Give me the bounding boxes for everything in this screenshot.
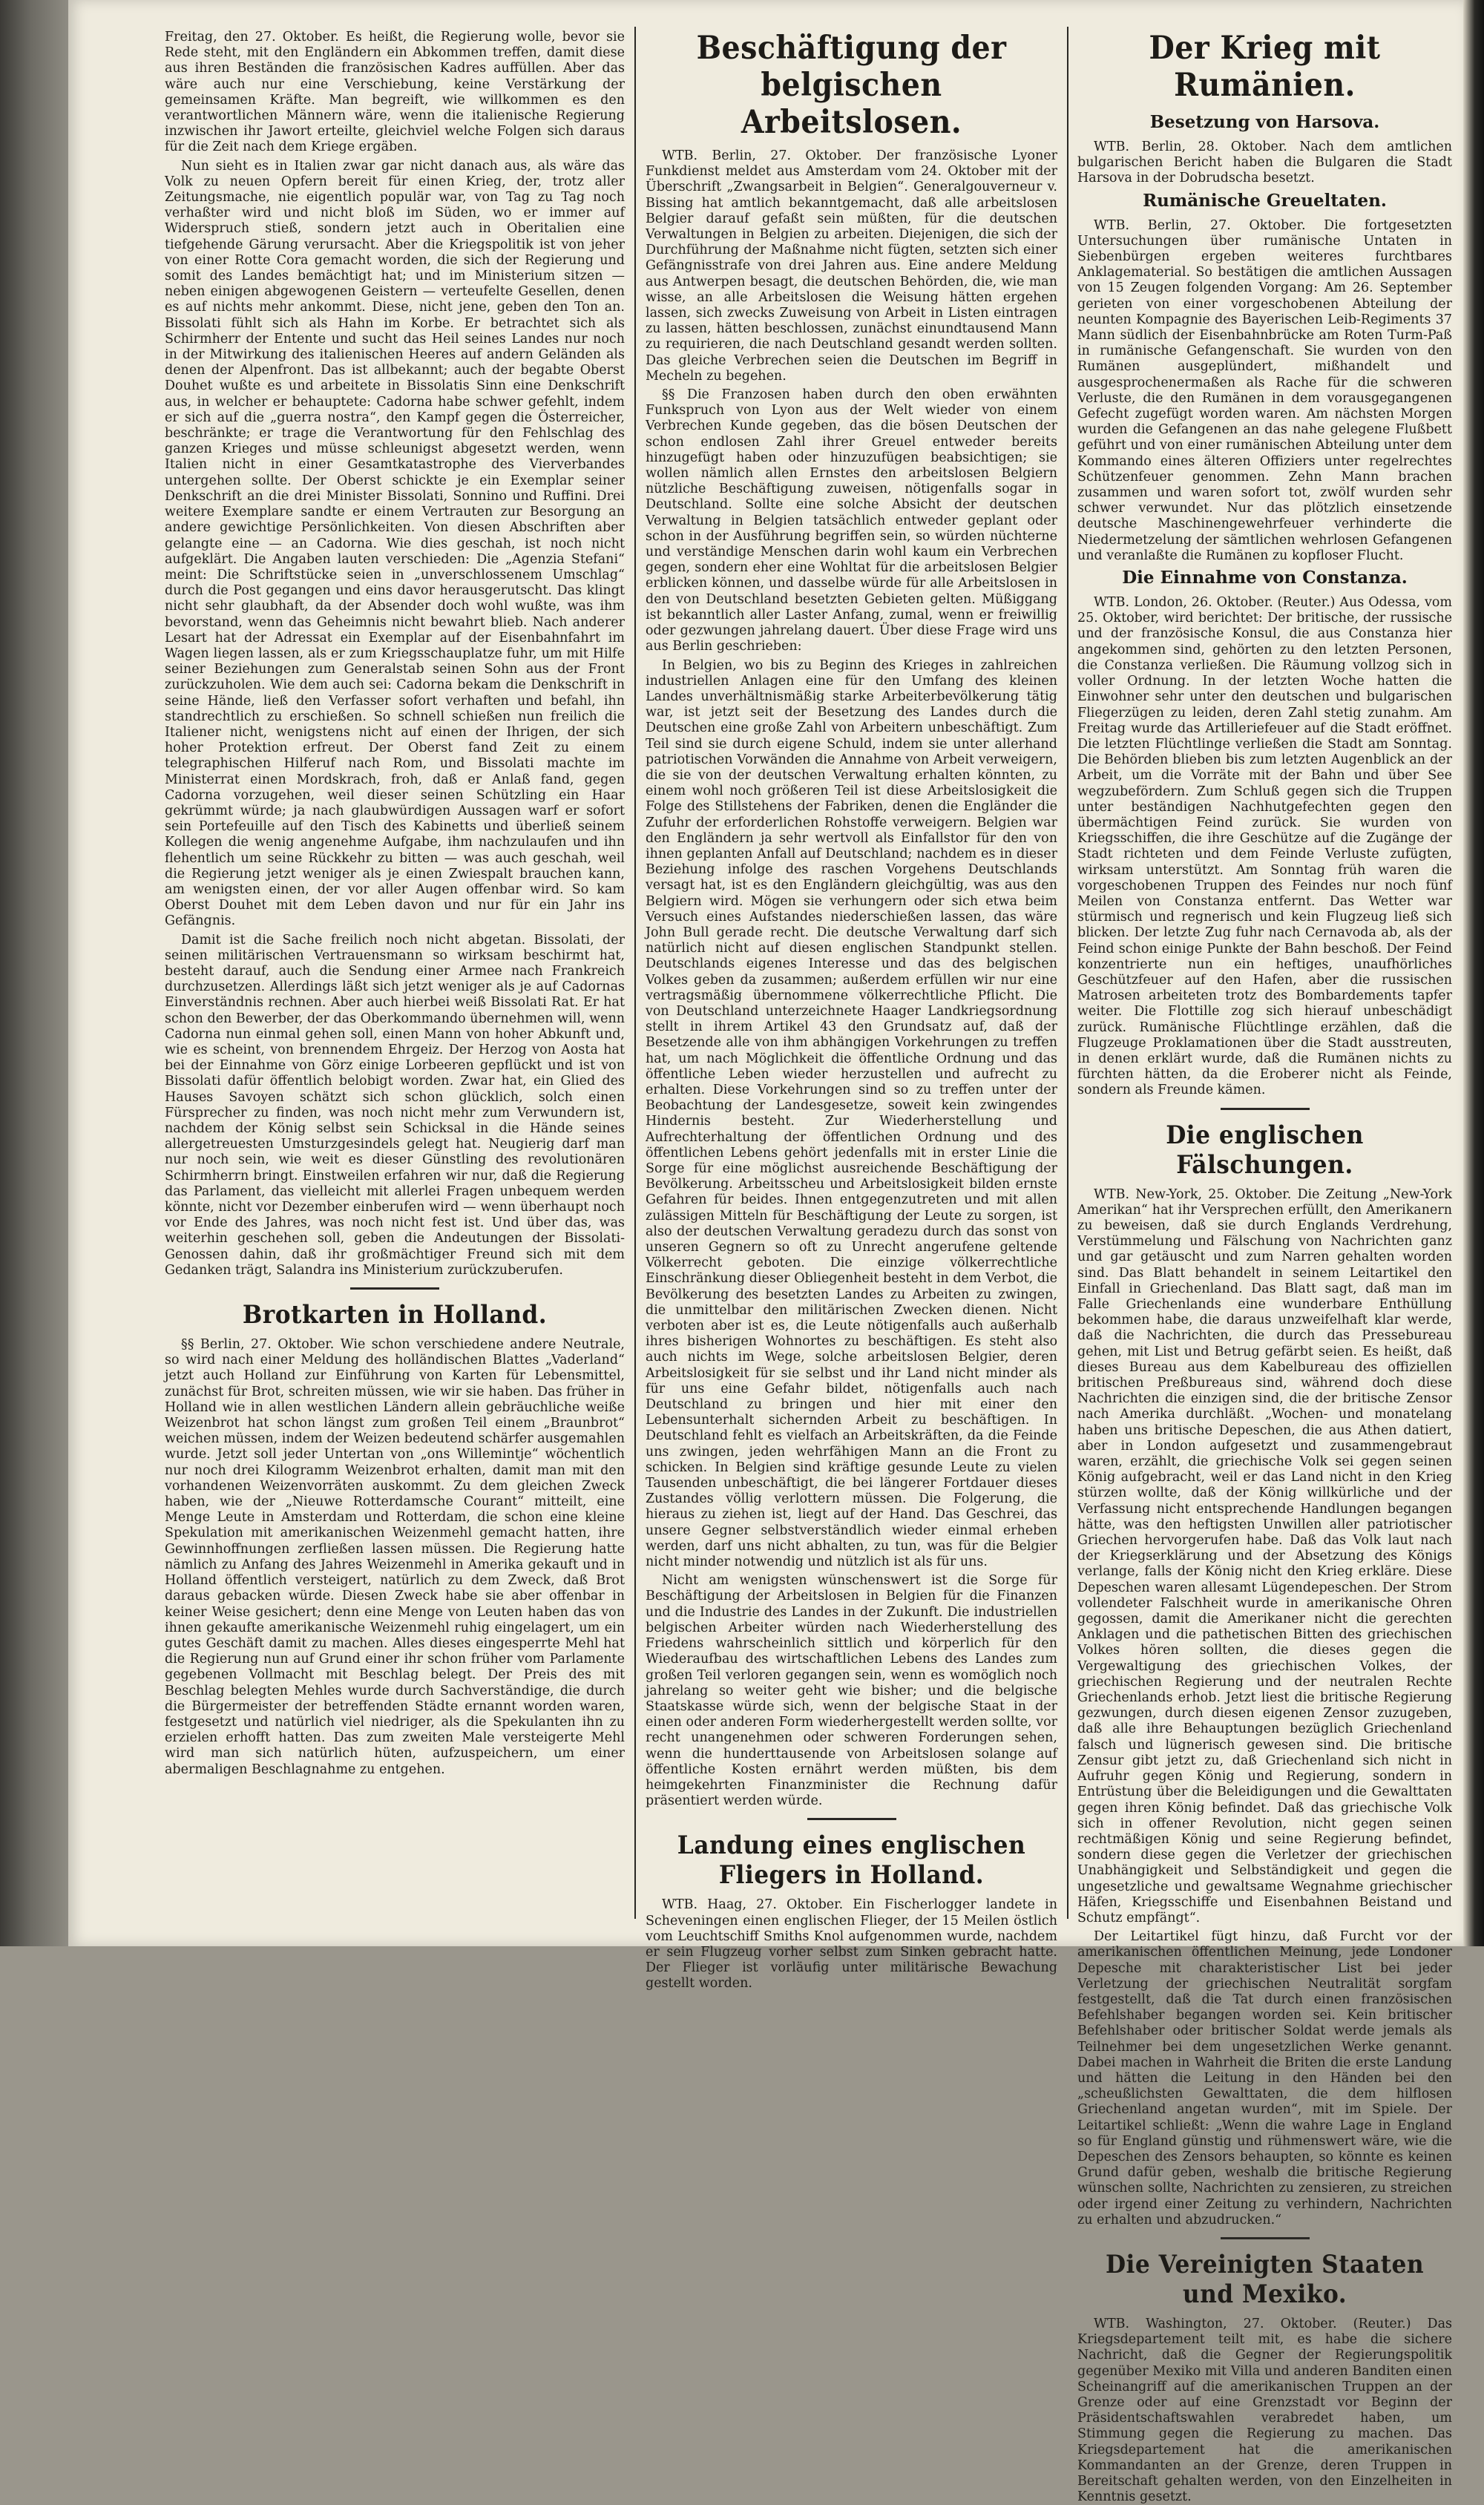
headline-englischer-flieger: Landung eines englischen Fliegers in Holland. xyxy=(677,1831,1026,1891)
section-divider xyxy=(807,1818,896,1820)
article-paragraph: WTB. Haag, 27. Oktober. Ein Fischerlogger landete in Scheveningen einen englischen Flieger, der 15 Meilen östlich vom Leuchtschiff Smiths Knol aufgenommen wurde, nachdem er sein Flugzeug vorher selbst zum Sinken gebracht hatte. Der Flieger ist vorläufig unter militärische Bewachung gestellt worden. xyxy=(646,1897,1057,1992)
scan-binding-shadow xyxy=(0,0,68,1946)
article-paragraph: WTB. London, 26. Oktober. (Reuter.) Aus Odessa, vom 25. Oktober, wird berichtet: Der britische, der russische und der französische Konsul, die aus Constanza hier angekommen sind, gehörten zu den letzten Personen, die Constanza verließen. Die Räumung vollzog sich in voller Ordnung. In der letzten Woche hatten die Einwohner sehr unter den deutschen und bulgarischen Fliegerzügen zu leiden, deren Zahl stetig zunahm. Am Freitag wurde das Artilleriefeuer auf die Stadt eröffnet. Die letzten Flüchtlinge verließen die Stadt am Sonntag. Die Behörden blieben bis zum letzten Augenblick an der Arbeit, um die Vorräte mit der Bahn und über See wegzubefördern. Zum Schluß gegen sich die Truppen unter beständigen Nachhutgefechten gegen den übermächtigen Feind zurück. Sie wurden von Kriegsschiffen, die ihre Geschütze auf die Zugänge der Stadt richteten und dem Feinde Verluste zufügten, wirksam unterstützt. Am Sonntag früh waren die vorgeschobenen Truppen des Feindes nur noch fünf Meilen von Constanza entfernt. Das Wetter war stürmisch und regnerisch und kein Flugzeug ließ sich blicken. Der letzte Zug fuhr nach Cernavoda ab, als der Feind schon einige Punkte der Bahn beschoß. Der Feind konzentrierte nun ein heftiges, unaufhörliches Geschützfeuer auf den Hafen, aber die russischen Matrosen arbeiteten trotz des Bombardements tapfer weiter. Die Flottille zog sich hierauf unbeschädigt zurück. Rumänische Flüchtlinge erzählen, daß die Flugzeuge Proklamationen über die Stadt ausstreuten, in denen erklärt wurde, daß die Rumänen nichts zu fürchten hätten, da die Eroberer nicht als Feinde, sondern als Freunde kämen. xyxy=(1077,595,1452,1098)
section-divider xyxy=(350,1287,439,1290)
article-paragraph: In Belgien, wo bis zu Beginn des Krieges in zahlreichen industriellen Anlagen eine für den Umfang des kleinen Landes unverhältnismäßig starke Arbeiterbevölkerung tätig war, ist jetzt seit der Besetzung des Landes durch die Deutschen eine große Zahl von Arbeitern unbeschäftigt. Zum Teil sind sie durch eigene Schuld, indem sie unter allerhand patriotischen Vorwänden die Annahme von Arbeit verweigern, die sie von der deutschen Verwaltung erhalten könnten, zu einem wohl noch größeren Teil ist diese Arbeitslosigkeit die Folge des Stillstehens der Fabriken, denen die Engländer die Zufuhr der erforderlichen Rohstoffe verweigern. Belgien war den Engländern ja sehr wertvoll als Einfallstor für den von ihnen geplanten Anfall auf Deutschland; nachdem es in dieser Beziehung infolge des raschen Vorgehens Deutschlands versagt hat, ist es den Engländern gleichgültig, was aus den Belgiern wird. Mögen sie verhungern oder sich etwa beim Versuch eines Aufstandes niederschießen lassen, das wäre John Bull gerade recht. Die deutsche Verwaltung darf sich natürlich nicht auf diesen englischen Standpunkt stellen. Deutschlands eigenes Interesse und das des belgischen Volkes geben da zusammen; außerdem erfüllen wir nur eine vertragsmäßig übernommene völkerrechtliche Pflicht. Die von Deutschland unterzeichnete Haager Landkriegsordnung stellt in ihrem Artikel 43 den Grundsatz auf, daß der Besetzende alle von ihm abhängigen Vorkehrungen zu treffen hat, um nach Möglichkeit die öffentliche Ordnung und das öffentliche Leben wieder herzustellen und aufrecht zu erhalten. Diese Vorkehrungen sind so zu treffen unter der Beobachtung der Landesgesetze, soweit kein zwingendes Hindernis besteht. Zur Wiederherstellung und Aufrechterhaltung der öffentlichen Ordnung und des öffentlichen Lebens gehört jedenfalls mit in erster Linie die Sorge für eine möglichst ausreichende Beschäftigung der Bevölkerung. Arbeitsscheu und Arbeitslosigkeit bilden ernste Gefahren für beides. Ihnen entgegenzutreten und mit allen zulässigen Mitteln für Beschäftigung der Leute zu sorgen, ist also der deutschen Verwaltung geradezu durch das sonst von unseren Gegnern so oft zu Unrecht angerufene geltende Völkerrecht geboten. Die einzige völkerrechtliche Einschränkung dieser Obliegenheit besteht in dem Verbot, die Bevölkerung des besetzten Landes zu Arbeiten zu zwingen, die unmittelbar den militärischen Zwecken dienen. Nicht verboten aber ist es, die Leute nötigenfalls auch außerhalb ihres bisherigen Wohnortes zu beschäftigen. Es steht also auch nichts im Wege, solche arbeitslosen Belgier, deren Arbeitslosigkeit für sie selbst und ihr Land nicht minder als für uns eine Gefahr bildet, nötigenfalls auch nach Deutschland zu bringen und hier mit einer den Lebensunterhalt sichernden Arbeit zu beschäftigen. In Deutschland fehlt es vielfach an Arbeitskräften, da die Feinde uns zwingen, jeden wehrfähigen Mann an die Front zu schicken. In Belgien sind kräftige gesunde Leute zu vielen Tausenden unbeschäftigt, die bei längerer Fortdauer dieses Zustandes völlig verlottern müssen. Die Folgerung, die hieraus zu ziehen ist, liegt auf der Hand. Das Geschrei, das unsere Gegner selbstverständlich wieder einmal erheben werden, darf uns nicht abhalten, zu tun, was für die Belgier nicht minder notwendig und nützlich ist als für uns. xyxy=(646,657,1057,1570)
subheading-constanza: Die Einnahme von Constanza. xyxy=(1122,568,1408,588)
column-right xyxy=(1077,30,1452,2505)
article-paragraph: WTB. New-York, 25. Oktober. Die Zeitung „New-York Amerikan“ hat ihr Versprechen erfüllt, den Amerikanern zu beweisen, daß sie durch Englands Verdrehung, Verstümmelung und Fälschung von Nachrichten ganz und gar getäuscht und zum Narren gehalten worden sind. Das Blatt behandelt in seinem Leitartikel den Einfall in Griechenland. Das Blatt sagt, daß man im Falle Griechenlands eine wunderbare Enthüllung bekommen habe, die daraus unzweifelhaft klar werde, daß die Nachrichten, die durch das Pressebureau gehen, mit List und Betrug gefärbt seien. Es heißt, daß dieses Bureau aus dem Kabelbureau des offiziellen britischen Preßbureaus sind, während doch diese Nachrichten die einzigen sind, die der britische Zensor nach Amerika durchläßt. „Wochen- und monatelang haben uns britische Depeschen, die aus Athen datiert, aber in London aufgesetzt und zusammengebraut waren, erzählt, die griechische Volk sei gegen seinen König aufgebracht, weil er das Land nicht in den Krieg stürzen wollte, daß der König willkürliche und der Verfassung nicht entsprechende Handlungen begangen hätte, was den heftigsten Unwillen aller patriotischer Griechen hervorgerufen habe. Daß das Volk laut nach der Kriegserklärung und der Absetzung des Königs verlange, falls der König nicht den Krieg erkläre. Diese Depeschen waren allesamt Lügendepeschen. Der Strom vollendeter Falschheit wurde in amerikanische Ohren gegossen, damit die Amerikaner nicht die gerechten Anklagen und die pathetischen Bitten des griechischen Volkes hören sollten, die dieses gegen die Vergewaltigung des griechischen Volkes, der griechischen Regierung und der neutralen Rechte Griechenlands erhob. Jetzt liest die britische Regierung gezwungen, durch diesen eigenen Zensor zuzugeben, daß alle ihre Behauptungen bezüglich Griechenland falsch und lügnerisch gewesen sind. Die britische Zensur gibt jetzt zu, daß Griechenland sich nicht in Aufruhr gegen König und Regierung, sondern in Entrüstung über die Beleidigungen und die Gewalttaten gegen ihren König befindet. Daß das griechische Volk sich in offener Revolution, nicht gegen seinen rechtmäßigen König und seine Regierung befindet, sondern diese gegen die Verletzer der griechischen Unabhängigkeit und Selbständigkeit und gegen die ungesetzliche und gewaltsame Wegnahme griechischer Häfen, Kriegsschiffe und Eisenbahnen Beistand und Schutz empfängt“. xyxy=(1077,1186,1452,1925)
article-paragraph: §§ Berlin, 27. Oktober. Wie schon verschiedene andere Neutrale, so wird nach einer Meldung des holländischen Blattes „Vaderland“ jetzt auch Holland zur Einführung von Karten für Lebensmittel, zunächst für Brot, schreiten müssen, wie wir sie haben. Das früher in Holland wie in allen westlichen Ländern allein gebräuchliche weiße Weizenbrot hat schon längst zum großen Teil einem „Braunbrot“ weichen müssen, indem der Weizen bedeutend schärfer ausgemahlen wurde. Jetzt soll jeder Untertan von „ons Willemintje“ wöchentlich nur noch drei Kilogramm Weizenbrot erhalten, damit man mit den vorhandenen Weizenvorräten auskommt. Zu dem gleichen Zweck haben, wie der „Nieuwe Rotterdamsche Courant“ mitteilt, eine Menge Leute in Amsterdam und Rotterdam, die schon eine kleine Spekulation mit amerikanischen Weizenmehl gemacht hatten, ihre Gewinnhoffnungen zerfließen lassen müssen. Die Regierung hatte nämlich zu Anfang des Jahres Weizenmehl in Amerika gekauft und in Holland öffentlich versteigert, natürlich zu dem Zweck, daß Brot daraus gebacken würde. Diesen Zweck habe sie aber offenbar in keiner Weise gesichert; denn eine Menge von Leuten haben das von ihnen gekaufte amerikanische Weizenmehl ruhig eingelagert, um ein gutes Geschäft damit zu machen. Alles dieses eingesperrte Mehl hat die Regierung nun auf Grund einer ihr schon früher vom Parlamente gegebenen Vollmacht mit Beschlag belegt. Der Preis des mit Beschlag belegten Mehles wurde durch Sachverständige, die durch die Bürgermeister der betreffenden Städte ernannt worden waren, festgesetzt und natürlich viel niedriger, als die Spekulanten ihn zu erzielen erhofft hatten. Das zum zweiten Male versteigerte Mehl wird man sich natürlich hüten, aufzuspeichern, um einer abermaligen Beschlagnahme zu entgehen. xyxy=(165,1337,625,1777)
article-paragraph: WTB. Berlin, 28. Oktober. Nach dem amtlichen bulgarischen Bericht haben die Bulgaren die Stadt Harsova in der Dobrudscha besetzt. xyxy=(1077,139,1452,186)
article-paragraph: WTB. Washington, 27. Oktober. (Reuter.) Das Kriegsdepartement teilt mit, es habe die sichere Nachricht, daß die Gegner der Regierungspolitik gegenüber Mexiko mit Villa und anderen Banditen einen Scheinangriff auf die amerikanischen Truppen an der Grenze oder auf eine Grenzstadt vor Beginn der Präsidentschaftswahlen verabredet haben, um Stimmung gegen die Regierung zu machen. Das Kriegsdepartement hat die amerikanischen Kommandanten an der Grenze, deren Truppen in Bereitschaft gehalten werden, von den Einzelheiten in Kenntnis gesetzt. xyxy=(1077,2316,1452,2505)
headline-brotkarten: Brotkarten in Holland. xyxy=(242,1300,548,1330)
column-rule xyxy=(1067,27,1068,1919)
subheading-greueltaten: Rumänische Greueltaten. xyxy=(1143,190,1387,211)
scan-edge-shadow xyxy=(1463,0,1484,1946)
article-paragraph: Nicht am wenigsten wünschenswert ist die Sorge für Beschäftigung der Arbeitslosen in Belgien für die Finanzen und die Industrie des Landes in der Zukunft. Die industriellen belgischen Arbeiter würden nach Wiederherstellung des Friedens wahrscheinlich sittlich und körperlich für den Wiederaufbau des wirtschaftlichen Lebens des Landes zum großen Teil verloren gegangen sein, wenn es womöglich noch jahrelang so weiter geht wie bisher; und die belgische Staatskasse würde sich, wenn der belgische Staat in der einen oder anderen Form wiederhergestellt werden sollte, vor recht unangenehmen oder schweren Forderungen sehen, wenn die hunderttausende von Arbeitslosen solange auf öffentliche Kosten ernährt werden müßten, bis dem heimgekehrten Finanzminister die Rechnung dafür präsentiert werden würde. xyxy=(646,1573,1057,1809)
article-paragraph: WTB. Berlin, 27. Oktober. Die fortgesetzten Untersuchungen über rumänische Untaten in Siebenbürgen ergeben weiteres furchtbares Anklagematerial. So bestätigen die amtlichen Aussagen von 15 Zeugen folgenden Vorgang: Am 26. September gerieten von einer vorgeschobenen Abteilung der neunten Kompagnie des Bayerischen Leib-Regiments 37 Mann südlich der Eisenbahnbrücke am Roten Turm-Paß in rumänische Gefangenschaft. Sie wurden von den Rumänen ausgeplündert, mißhandelt und ausgesprochenermaßen als Rache für die schweren Verluste, die den Rumänen in dem vorausgegangenen Gefecht zugefügt worden waren. Am nächsten Morgen wurden die Gefangenen an das nahe gelegene Flußbett geführt und von einer rumänischen Abteilung unter dem Kommando eines älteren Offiziers unter regelrechtes Schützenfeuer genommen. Zehn Mann brachen zusammen und waren sofort tot, zwölf wurden sehr schwer verwundet. Nur das plötzlich einsetzende deutsche Maschinengewehrfeuer verhinderte die Niedermetzelung der sämtlichen wehrlosen Gefangenen und veranlaßte die Rumänen zu kopfloser Flucht. xyxy=(1077,217,1452,563)
headline-krieg-rumaenien: Der Krieg mit Rumänien. xyxy=(1149,30,1381,104)
headline-usa-mexiko: Die Vereinigten Staaten und Mexiko. xyxy=(1105,2249,1425,2309)
column-middle xyxy=(646,30,1057,1992)
article-paragraph: Damit ist die Sache freilich noch nicht abgetan. Bissolati, der seinen militärischen Vertrauensmann so wirksam beschirmt hat, besteht darauf, auch die Sendung einer Armee nach Frankreich durchzusetzen. Allerdings läßt sich jetzt weniger als je auf Cadornas Einverständnis rechnen. Aber auch hierbei weiß Bissolati Rat. Er hat schon den Bewerber, der das Oberkommando übernehmen will, wenn Cadorna nun einmal gehen soll, einen Mann von hoher Abkunft und, wie es scheint, von brennendem Ehrgeiz. Der Herzog von Aosta hat bei der Einnahme von Görz einige Lorbeeren gepflückt und ist von Bissolati dafür öffentlich belobigt worden. Zwar hat, ein Glied des Hauses Savoyen schätzt sich schon glücklich, solch einen Fürsprecher zu finden, was noch nicht mehr zum Verwundern ist, nachdem der König selbst sein Schicksal in die Hände seines allergetreuesten Umsturzgesindels gelegt hat. Neugierig darf man nur noch sein, wie weit es dieser Günstling des revolutionären Schirmherrn bringt. Einstweilen erfahren wir nur, daß die Regierung das Parlament, das vielleicht mit allerlei Fragen unbequem werden könnte, nicht vor Dezember einberufen wird — wenn überhaupt noch vor Ende des Jahres, was noch nicht fest ist. Und über das, was weiterhin geschehen soll, geben die Andeutungen der Bissolati-Genossen dahin, daß ihr großmächtiger Freund sich mit dem Gedanken trägt, Salandra ins Ministerium zurückzuberufen. xyxy=(165,932,625,1278)
headline-belgische-arbeitslose: Beschäftigung der belgischen Arbeitslosen. xyxy=(696,30,1007,141)
section-divider xyxy=(1221,2237,1310,2239)
article-paragraph: Der Leitartikel fügt hinzu, daß Furcht vor der amerikanischen öffentlichen Meinung, jede Londoner Depesche mit charakteristischer List bei jeder Verletzung der griechischen Neutralität sorgfam festgestellt, daß die Tat durch einen französischen Befehlshaber begangen worden sei. Kein britischer Befehlshaber oder britischer Soldat werde jemals als Teilnehmer bei dem ungesetzlichen Werke genannt. Dabei machen in Wahrheit die Briten die erste Landung und hätten die Leitung in den Händen bei den „scheußlichsten Gewalttaten, die dem hilflosen Griechenland angetan wurden“, mit im Spiele. Der Leitartikel schließt: „Wenn die wahre Lage in England so für England günstig und rühmenswert wäre, wie die Depeschen des Zensors behaupten, so könnte es keinen Grund dafür geben, weshalb die britische Regierung wünschen sollte, Nachrichten zu zensieren, zu streichen oder irgend einer Zeitung zu verhindern, Nachrichten zu erhalten und abzudrucken.“ xyxy=(1077,1929,1452,2227)
subheading-harsova: Besetzung von Harsova. xyxy=(1149,112,1380,132)
article-paragraph: Nun sieht es in Italien zwar gar nicht danach aus, als wäre das Volk zu neuen Opfern bereit für einen Krieg, der, trotz aller Zeitungsmache, nie eigentlich populär war, von Tag zu Tag noch verhaßter wird und nicht bloß im Süden, wo er immer auf Widerspruch stieß, sondern jetzt auch in Oberitalien eine tiefgehende Gärung verursacht. Aber die Kriegspolitik ist von jeher von einer Rotte Cora gemacht worden, die sich der Regierung und somit des Landes bemächtigt hat; und im Ministerium sitzen — neben einigen abgewogenen Geistern — verteufelte Gesellen, denen es auf nichts mehr ankommt. Diese, nicht jene, geben den Ton an. Bissolati fühlt sich als Hahn im Korbe. Er betrachtet sich als Schirmherr der Entente und sucht das Heil seines Landes nur noch in der Mitwirkung des italienischen Heeres auf andern Geländen als denen der Alpenfront. Das ist allbekannt; auch der begabte Oberst Douhet wußte es und arbeitete in Bissolatis Sinn eine Denkschrift aus, in welcher er behauptete: Cadorna habe schwer gefehlt, indem er sich auf die „guerra nostra“, den Kampf gegen die Österreicher, beschränkte; er trage die Verantwortung für den Fehlschlag des ganzen Krieges und müsse schleunigst abgesetzt werden, wenn Italien nicht in einer Gesamtkatastrophe des Vierverbandes untergehen sollte. Der Oberst schickte je ein Exemplar seiner Denkschrift an die drei Minister Bissolati, Sonnino und Ruffini. Drei weitere Exemplare sandte er einem Vertrauten zur Besorgung an andere gewichtige Persönlichkeiten. Von diesen Abschriften aber gelangte eine — an Cadorna. Wie dies geschah, ist noch nicht aufgeklärt. Die Angaben lauten verschieden: Die „Agenzia Stefani“ meint: Die Schriftstücke seien in „unverschlossenem Umschlag“ durch die Post gegangen und eins davor herausgerutscht. Das klingt nicht sehr glaubhaft, da der Absender doch wohl wußte, was ihm bevorstand, wenn das Geheimnis nicht bewahrt blieb. Nach anderer Lesart hat der Adressat ein Exemplar auf der Eisenbahnfahrt im Wagen liegen lassen, als er zum Kriegsschauplatze fuhr, um mit Hilfe seiner Beziehungen zum Generalstab seinen Sohn aus der Front zurückzuholen. Wie dem auch sei: Cadorna bekam die Denkschrift in seine Hände, ließ den Verfasser sofort verhaften und befahl, ihn standrechtlich zu erschießen. So schnell schießen nun freilich die Italiener nicht, wenigstens nicht auf einen der Ihrigen, der sich hoher Protektion erfreut. Der Oberst fand Zeit zu einem telegraphischen Hilferuf nach Rom, und Bissolati machte im Ministerrat einen Mordskrach, froh, daß er Anlaß fand, gegen Cadorna vorzugehen, weil dieser seinen Schützling ein Haar gekrümmt würde; ja nach glaubwürdigen Aussagen warf er sofort sein Portefeuille auf den Tisch des Kabinetts und überließ seinem Kollegen die wenig angenehme Aufgabe, ihm nachzulaufen und ihn flehentlich um seine Rückkehr zu bitten — was auch geschah, weil die Regierung jetzt weniger als je einen Zwiespalt brauchen kann, am wenigsten einen, der vor aller Augen offenbar wird. So kam Oberst Douhet mit dem Leben davon und nur für ein Jahr ins Gefängnis. xyxy=(165,158,625,929)
column-left xyxy=(165,30,625,1929)
section-divider xyxy=(1221,1108,1310,1110)
article-paragraph: WTB. Berlin, 27. Oktober. Der französische Lyoner Funkdienst meldet aus Amsterdam vom 24. Oktober mit der Überschrift „Zwangsarbeit in Belgien“. Generalgouverneur v. Bissing hat amtlich bekanntgemacht, daß alle arbeitslosen Belgier darauf gefaßt sein müßten, für die deutschen Verwaltungen in Belgien zu arbeiten. Diejenigen, die sich der Durchführung der Maßnahme nicht fügten, setzten sich einer Gefängnisstrafe von drei Jahren aus. Eine andere Meldung aus Antwerpen besagt, die deutschen Behörden, die, wie man wisse, an alle Arbeitslosen die Weisung hätten ergehen lassen, sich zwecks Zuweisung von Arbeit in Listen eintragen zu lassen, hätten beschlossen, zunächst einundtausend Mann zu requirieren, die nach Deutschland gesandt werden sollten. Das gleiche Verbrechen seien die Deutschen im Begriff in Mecheln zu begehen. xyxy=(646,148,1057,384)
newspaper-page xyxy=(68,0,1463,2505)
article-paragraph: Freitag, den 27. Oktober. Es heißt, die Regierung wolle, bevor sie Rede steht, mit den Engländern ein Abkommen treffen, damit diese aus ihren Beständen die französischen Kadres auffüllen. Aber das wäre auch nur eine Verschiebung, keine Verstärkung der gemeinsamen Kräfte. Man begreift, wie willkommen es den verantwortlichen Männern wäre, wenn die italienische Regierung inzwischen ihr Jawort erteilte, gleichviel welche Folgen sich daraus für die Zeit nach dem Kriege ergäben. xyxy=(165,30,625,155)
column-rule xyxy=(634,27,636,1919)
headline-englische-faelschungen: Die englischen Fälschungen. xyxy=(1166,1120,1364,1180)
article-paragraph: §§ Die Franzosen haben durch den oben erwähnten Funkspruch von Lyon aus der Welt wieder von einem Verbrechen Kunde gegeben, das die bösen Deutschen der schon endlosen Zahl ihrer Greuel entweder bereits hinzugefügt haben oder hinzuzufügen beabsichtigen; sie wollen nämlich allen Ernstes den arbeitslosen Belgiern nützliche Beschäftigung zuweisen, nötigenfalls sogar in Deutschland. Sollte eine solche Absicht der deutschen Verwaltung in Belgien tatsächlich entweder geplant oder schon in der Ausführung begriffen sein, so würden nüchterne und verständige Menschen darin wohl kaum ein Verbrechen gegen, sondern eher eine Wohltat für die arbeitslosen Belgier erblicken können, und dasselbe würde für alle Arbeitslosen in den von Deutschland besetzten Gebieten gelten. Müßiggang ist bekanntlich aller Laster Anfang, zumal, wenn er freiwillig oder gezwungen jahrelang dauert. Über diese Frage wird uns aus Berlin geschrieben: xyxy=(646,387,1057,654)
